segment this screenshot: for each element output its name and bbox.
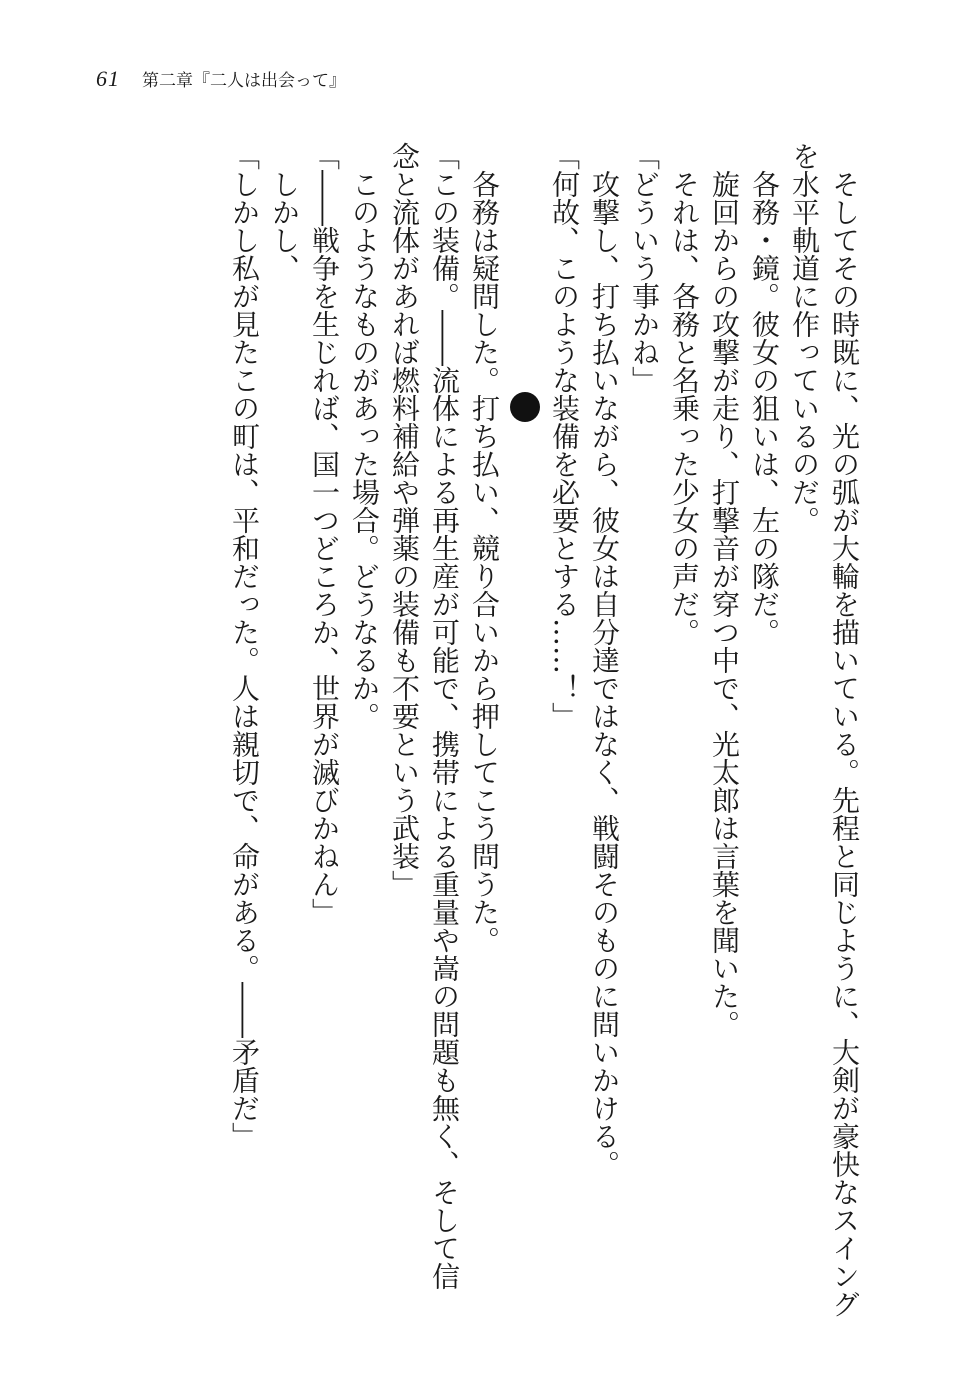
text-line: 各務・鏡。彼女の狙いは、左の隊だ。 — [748, 170, 781, 646]
text-line: 「しかし私が見たこの町は、平和だった。人は親切で、命がある。――矛盾だ」 — [228, 142, 261, 1150]
body-text — [224, 142, 864, 1318]
text-line: 「――戦争を生じれば、国一つどころか、世界が滅びかねん」 — [308, 142, 341, 926]
text-line: 旋回からの攻撃が走り、打撃音が穿つ中で、光太郎は言葉を聞いた。 — [708, 170, 741, 1038]
text-line: 「この装備。――流体による再生産が可能で、携帯による重量や嵩の問題も無く、そして信 — [428, 142, 461, 1290]
text-line: そしてその時既に、光の弧が大輪を描いている。先程と同じように、大剣が豪快なスイング — [828, 170, 861, 1318]
text-line: 攻撃し、打ち払いながら、彼女は自分達ではなく、戦闘そのものに問いかける。 — [588, 170, 621, 1178]
page-number: 61 — [96, 66, 120, 91]
page-header — [96, 66, 346, 96]
text-line: それは、各務と名乗った少女の声だ。 — [668, 170, 701, 646]
chapter-title: 第二章『二人は出会って』 — [142, 71, 346, 91]
text-line: 「何故、このような装備を必要とする……！」 — [548, 142, 581, 730]
text-line: 念と流体があれば燃料補給や弾薬の装備も不要という武装」 — [388, 142, 421, 898]
scene-break — [504, 142, 544, 1302]
text-line: 「どういう事かね」 — [628, 142, 661, 394]
text-line: を水平軌道に作っているのだ。 — [788, 142, 821, 534]
text-line: このようなものがあった場合。どうなるか。 — [348, 170, 381, 730]
text-line: 各務は疑問した。打ち払い、競り合いから押してこう問うた。 — [468, 170, 501, 954]
text-line: しかし、 — [268, 170, 301, 282]
scene-break-dot-icon — [510, 392, 540, 422]
